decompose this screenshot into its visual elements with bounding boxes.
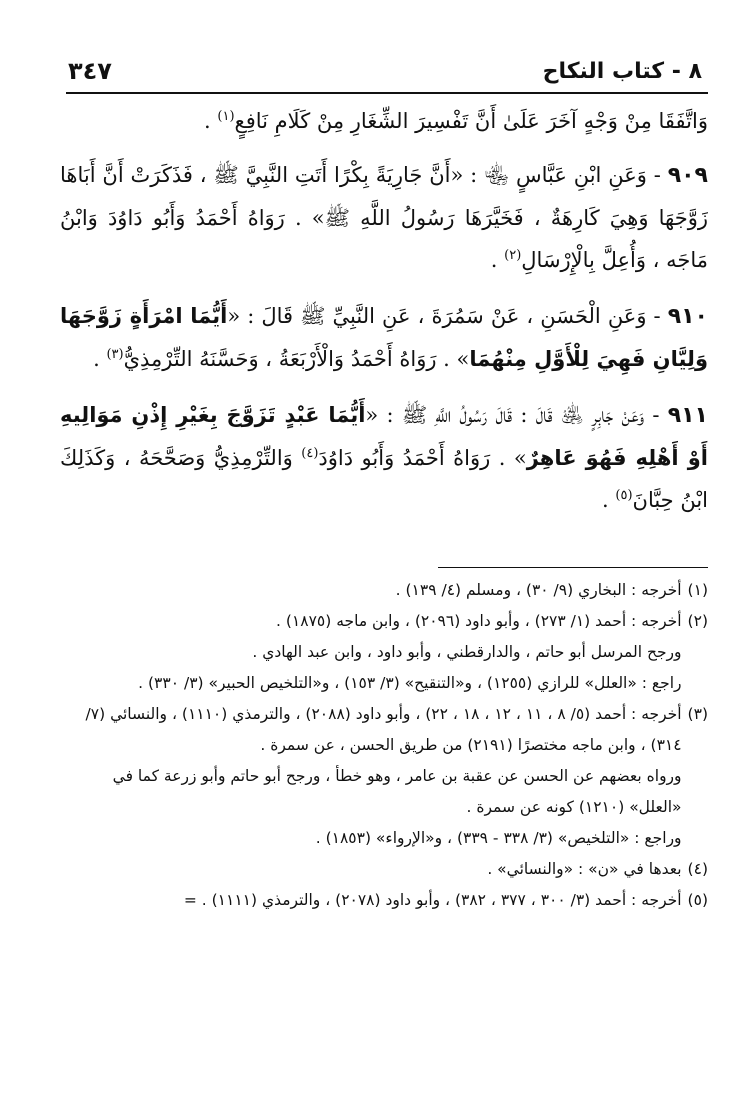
hadith-911 (60, 394, 708, 521)
footnote-line: أخرجه : أحمد (٥/ ٨ ، ١١ ، ١٢ ، ١٨ ، ٢٢) ، وأبو داود (٢٠٨٨) ، والترمذي (١١١٠) ، والنسائي (٧/ ٣١٤) ، وابن ماجه مختصرًا (٢١٩١) من طريق الحسن ، عن سمرة . (85, 705, 682, 754)
hadith-number: ٩١١ (667, 403, 708, 428)
hadith-takhrij: » . رَوَاهُ أَحْمَدُ وَأَبُو دَاوُدَ (318, 446, 527, 470)
footnote-ref-2: (٢) (504, 248, 522, 263)
footnotes (60, 575, 708, 916)
hadith-matn: أَيُّمَا عَبْدٍ تَزَوَّجَ بِغَيْرِ إِذْنِ مَوَالِيهِ أَوْ أَهْلِهِ فَهُوَ عَاهِرٌ (60, 403, 708, 470)
hadith-number: ٩٠٩ (667, 163, 708, 188)
hadith-text: - وَعَنِ ابْنِ عَبَّاسٍ ﵄ : «أَنَّ جَارِيَةً بِكْرًا أَتَتِ النَّبِيَّ ﷺ ، فَذَكَرَتْ أَنَّ أَبَاهَا زَوَّجَهَا وَهِيَ كَارِهَةٌ ، فَخَيَّرَهَا رَسُولُ اللَّهِ ﷺ» . رَوَاهُ أَحْمَدُ وَأَبُو دَاوُدَ وَابْنُ مَاجَه ، وَأُعِلَّ بِالْإِرْسَالِ (60, 163, 708, 272)
running-header (66, 50, 708, 94)
footnote-label: (٢) (687, 612, 708, 630)
footnote-ref-5: (٥) (615, 488, 633, 503)
paragraph-text: وَاتَّفَقَا مِنْ وَجْهٍ آخَرَ عَلَىٰ أَنَّ تَفْسِيرَ الشِّغَارِ مِنْ كَلَامِ نَافِعٍ (234, 109, 708, 133)
hadith-intro: - وَعَنْ جَابِرٍ ﵁ قَالَ : قَالَ رَسُولُ اللَّهِ ﷺ : « (365, 403, 668, 427)
hadith-tail: . (602, 488, 616, 512)
footnote-label: (٥) (687, 891, 708, 909)
hadith-910 (60, 295, 708, 380)
footnote-separator (438, 567, 708, 568)
footnote-label: (١) (687, 581, 708, 599)
paragraph-tail: . (204, 109, 218, 133)
footnote-4 (60, 854, 708, 885)
footnote-3 (60, 699, 708, 854)
footnote-line: ورجح المرسل أبو حاتم ، والدارقطني ، وأبو داود ، وابن عبد الهادي . (252, 643, 682, 661)
hadith-tail: . (490, 248, 505, 272)
footnote-line: راجع : «العلل» للرازي (١٢٥٥) ، و«التنقيح» (٣/ ١٥٣) ، و«التلخيص الحبير» (٣/ ٣٣٠) . (138, 674, 682, 692)
footnote-line: أخرجه : أحمد (١/ ٢٧٣) ، وأبو داود (٢٠٩٦) ، وابن ماجه (١٨٧٥) . (276, 612, 682, 630)
hadith-number: ٩١٠ (667, 304, 708, 329)
footnote-ref-4: (٤) (301, 446, 319, 461)
footnote-label: (٣) (687, 705, 708, 723)
page-number: ٣٤٧ (68, 57, 112, 85)
main-text (60, 100, 708, 535)
footnote-ref-3: (٣) (106, 347, 124, 362)
footnote-line: أخرجه : البخاري (٩/ ٣٠) ، ومسلم (٤/ ١٣٩) . (395, 581, 682, 599)
footnote-line: أخرجه : أحمد (٣/ ٣٠٠ ، ٣٧٧ ، ٣٨٢) ، وأبو داود (٢٠٧٨) ، والترمذي (١١١١) . = (183, 891, 682, 909)
footnote-2 (60, 606, 708, 699)
footnote-line: ورواه بعضهم عن الحسن عن عقبة بن عامر ، وهو خطأ ، ورجح أبو حاتم وأبو زرعة كما في «العلل» (١٢١٠) كونه عن سمرة . (112, 767, 682, 816)
hadith-909 (60, 154, 708, 281)
hadith-takhrij: » . رَوَاهُ أَحْمَدُ وَالْأَرْبَعَةُ ، وَحَسَّنَهُ التِّرْمِذِيُّ (123, 347, 470, 371)
paragraph-continuation (60, 100, 708, 142)
footnote-ref-1: (١) (217, 109, 235, 124)
footnote-5 (60, 885, 708, 916)
hadith-takhrij-cont: وَالتِّرْمِذِيُّ وَصَحَّحَهُ ، وَكَذَلِكَ ابْنُ حِبَّانَ (60, 446, 708, 512)
hadith-tail: . (93, 347, 107, 371)
footnote-label: (٤) (687, 860, 708, 878)
footnote-line: بعدها في «ن» : «والنسائي» . (487, 860, 682, 878)
hadith-intro: - وَعَنِ الْحَسَنِ ، عَنْ سَمُرَةَ ، عَنِ النَّبِيِّ ﷺ قَالَ : « (227, 304, 668, 328)
footnote-1 (60, 575, 708, 606)
hadith-matn: أَيُّمَا امْرَأَةٍ زَوَّجَهَا وَلِيَّانِ فَهِيَ لِلْأَوَّلِ مِنْهُمَا (60, 304, 708, 371)
footnote-line: وراجع : «التلخيص» (٣/ ٣٣٨ - ٣٣٩) ، و«الإرواء» (١٨٥٣) . (315, 829, 682, 847)
chapter-title: ٨ - كتاب النكاح (542, 58, 702, 84)
